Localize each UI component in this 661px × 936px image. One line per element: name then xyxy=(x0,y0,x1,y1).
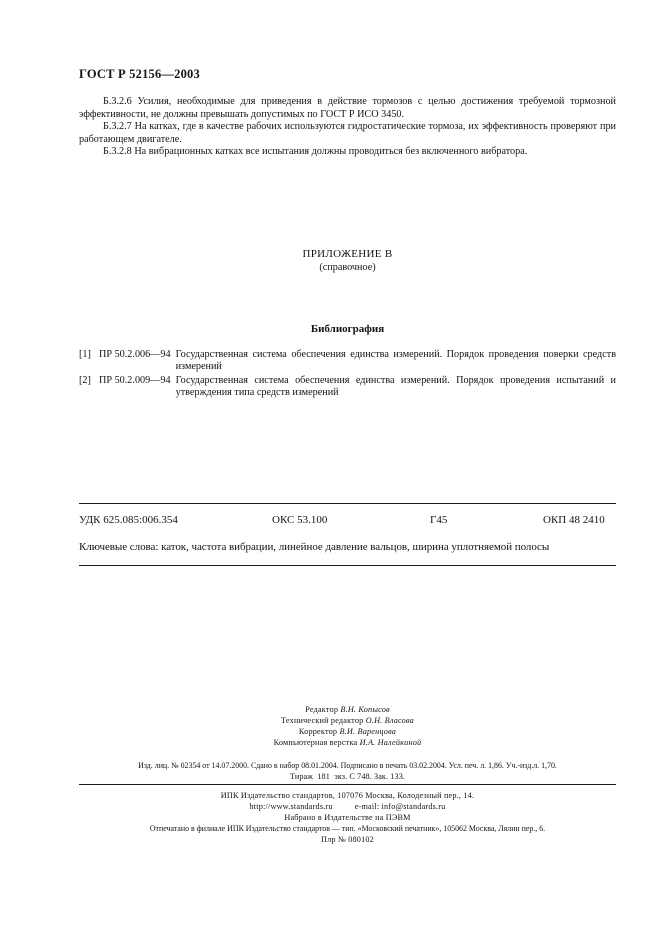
bibliography-item-text: Государственная система обеспечения единства измерений. Порядок проведения поверки средств измерений xyxy=(175,349,616,373)
imprint-line: Изд. лиц. № 02354 от 14.07.2000. Сдано в набор 08.01.2004. Подписано в печать 03.02.2004. Усл. печ. л. 1,86. Уч.-изд.л. 1,70. xyxy=(138,761,557,770)
clause-b-3-2-8: Б.3.2.8 На вибрационных катках все испытания должны проводиться без включенного вибратора. xyxy=(103,146,528,158)
credit-name: В.И. Варенцова xyxy=(339,727,397,736)
imprint-line: Тираж 181 экз. С 748. Зак. 133. xyxy=(289,772,406,781)
clauses-block xyxy=(79,96,616,159)
udk-code: УДК 625.085:006.354 xyxy=(79,514,178,526)
bibliography-item-number: [1] xyxy=(79,349,91,360)
credits-block xyxy=(79,704,616,748)
clause-b-3-2-7: Б.3.2.7 На катках, где в качестве рабочих используются гидростатические тормоза, их эффективность проверяют при работающем двигателе. xyxy=(79,121,616,145)
credit-role: Корректор xyxy=(298,727,338,736)
bibliography-item xyxy=(79,349,616,374)
plr-number: Плр № 080102 xyxy=(321,835,374,844)
divider-line xyxy=(79,784,616,785)
publisher-contacts xyxy=(79,801,616,812)
divider-line xyxy=(79,565,616,566)
bibliography-item-code: ПР 50.2.006—94 xyxy=(99,349,171,360)
publisher-email: e-mail: info@standards.ru xyxy=(354,802,446,811)
credit-line xyxy=(79,726,616,737)
bibliography-item-number: [2] xyxy=(79,374,91,386)
bibliography-title: Библиография xyxy=(310,323,385,335)
group-code: Г45 xyxy=(430,514,448,526)
appendix-title: ПРИЛОЖЕНИЕ В xyxy=(302,248,393,260)
divider-line xyxy=(79,503,616,504)
credit-line xyxy=(79,704,616,715)
appendix-subtitle: (справочное) xyxy=(319,262,376,273)
bibliography-list xyxy=(79,349,616,401)
bibliography-item-code: ПР 50.2.009—94 xyxy=(99,374,171,386)
clause-b-3-2-6: Б.3.2.6 Усилия, необходимые для приведения в действие тормозов с целью достижения требуемой тормозной эффективности, не должны превышать допустимых по ГОСТ Р ИСО 3450. xyxy=(79,96,616,120)
publisher-website: http://www.standards.ru xyxy=(249,802,333,811)
credit-name: В.Н. Копысов xyxy=(340,705,390,714)
appendix-heading xyxy=(79,248,616,274)
typeset-note: Набрано в Издательстве на ПЭВМ xyxy=(284,813,411,822)
publisher-address: ИПК Издательство стандартов, 107076 Москва, Колодезный пер., 14. xyxy=(220,791,475,800)
credit-line xyxy=(79,737,616,748)
credit-role: Технический редактор xyxy=(281,716,364,725)
okp-code: ОКП 48 2410 xyxy=(543,514,605,526)
credit-line xyxy=(79,715,616,726)
credit-role: Компьютерная верстка xyxy=(273,738,358,747)
keywords-line: Ключевые слова: каток, частота вибрации, линейное давление вальцов, ширина уплотняемой полосы xyxy=(79,541,550,553)
publisher-block xyxy=(79,790,616,845)
credit-name: И.А. Налейкиной xyxy=(359,738,422,747)
credit-name: О.Н. Власова xyxy=(365,716,414,725)
document-header-title: ГОСТ Р 52156—2003 xyxy=(79,67,200,81)
bibliography-item xyxy=(79,375,616,400)
imprint-block xyxy=(79,760,616,782)
printed-note: Отпечатано в филиале ИПК Издательство стандартов — тип. «Московский печатник», 105062 Москва, Лялин пер., 6. xyxy=(149,824,546,833)
bibliography-item-text: Государственная система обеспечения единства измерений. Порядок проведения испытаний и утверждения типа средств измерений xyxy=(175,374,616,399)
credit-role: Редактор xyxy=(305,705,339,714)
oks-code: ОКС 53.100 xyxy=(272,514,328,526)
